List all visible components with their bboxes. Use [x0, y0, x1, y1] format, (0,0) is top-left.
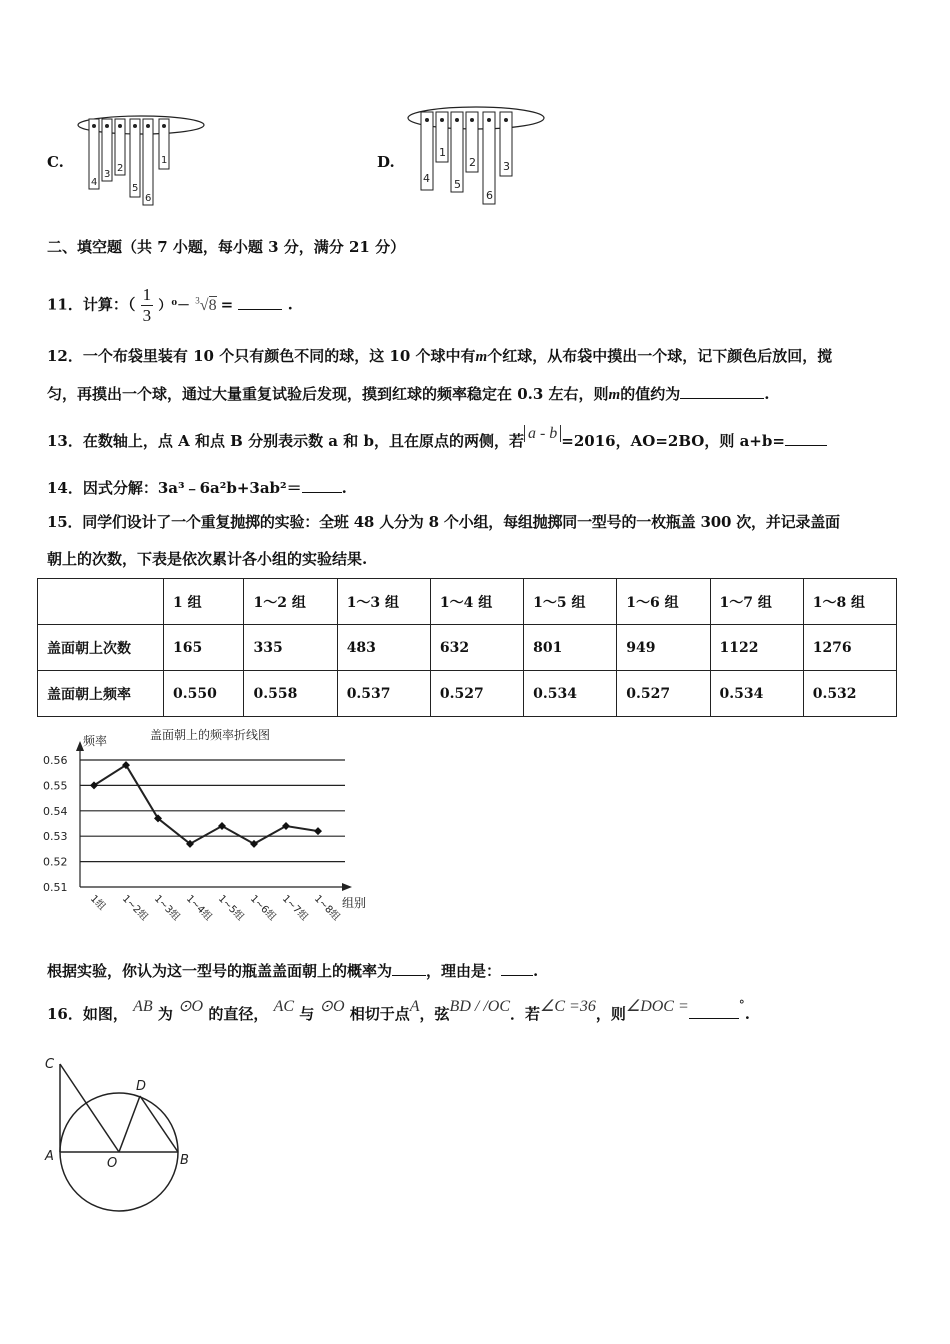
- chart-y-tick-label: 0.54: [43, 804, 68, 818]
- table-cell: 0.534: [710, 671, 803, 717]
- table-cell: 632: [430, 625, 523, 671]
- table-header-cell: 1～6 组: [617, 579, 710, 625]
- chart-title: 盖面朝上的频率折线图: [150, 728, 271, 742]
- q11-radicand: 8: [208, 296, 217, 314]
- q16-ac: AC: [273, 998, 295, 1015]
- chart-y-tick-label: 0.53: [43, 830, 68, 844]
- q16-angle-c: ∠C =36: [540, 998, 596, 1015]
- q15-probability-blank[interactable]: [392, 975, 426, 976]
- q16-point-a: A: [409, 998, 420, 1015]
- point-label-a: A: [45, 1149, 54, 1164]
- segment-co: [60, 1064, 119, 1152]
- chart-y-tick-label: 0.56: [43, 754, 68, 767]
- option-c-label: C.: [47, 153, 64, 171]
- table-row-label: 盖面朝上次数: [38, 625, 164, 671]
- q11-root: $^3$√8: [195, 295, 217, 314]
- option-d-tag: 4: [423, 172, 430, 185]
- chart-x-tick-label: 1~6组: [247, 893, 278, 924]
- option-c-tag: 1: [161, 155, 168, 166]
- table-header-cell: 1～4 组: [430, 579, 523, 625]
- q16-circle-o-2: ⊙O: [319, 998, 345, 1015]
- point-label-d: D: [136, 1079, 147, 1094]
- chart-data-point: [282, 822, 290, 830]
- q12-end: .: [764, 385, 770, 403]
- q12-line2-b: 的值约为: [620, 385, 681, 403]
- q11-root-index: 3: [195, 295, 200, 306]
- chart-data-point: [250, 840, 258, 848]
- table-header-cell: 1～7 组: [710, 579, 803, 625]
- q11-answer-blank[interactable]: [238, 309, 282, 310]
- q15-reason-blank[interactable]: [501, 975, 533, 976]
- question-15-line-2: 朝上的次数，下表是依次累计各小组的实验结果.: [47, 550, 368, 568]
- option-c-figure: [75, 105, 210, 210]
- table-row: [38, 625, 897, 671]
- chart-x-tick-label: 1~3组: [151, 893, 182, 924]
- q11-fraction-num: 1: [142, 285, 152, 304]
- q16-chord: ，弦: [419, 1005, 450, 1023]
- chart-series-line: [94, 765, 318, 844]
- q14-answer-blank[interactable]: [302, 492, 342, 493]
- q15-conclusion-b: ，理由是：: [426, 962, 502, 980]
- table-cell: 801: [524, 625, 617, 671]
- q12-line2-a: 匀，再摸出一个球，通过大量重复试验后发现，摸到红球的频率稳定在 0.3 左右，则: [47, 385, 609, 403]
- option-d-tag: 1: [439, 146, 446, 159]
- table-cell: 949: [617, 625, 710, 671]
- table-cell: 1276: [803, 625, 896, 671]
- table-header-cell: 1～5 组: [524, 579, 617, 625]
- q11-mid: ）⁰－: [158, 298, 191, 314]
- q12-line1-a: 12．一个布袋里装有 10 个只有颜色不同的球，这 10 个球中有: [47, 347, 476, 365]
- q16-bd-parallel-oc: BD / /OC: [449, 998, 510, 1015]
- question-14: [47, 477, 347, 498]
- q13-abs-text: a - b: [527, 425, 558, 442]
- option-d-label: D.: [377, 153, 395, 171]
- option-c-tag: 6: [145, 193, 152, 204]
- question-12-line-2: [47, 383, 769, 404]
- table-cell: 483: [337, 625, 430, 671]
- question-15-line-1: 15．同学们设计了一个重复抛掷的实验：全班 48 人分为 8 个小组，每组抛掷同一型号的一枚瓶盖 300 次，并记录盖面: [47, 513, 840, 531]
- question-12-line-1: [47, 345, 832, 366]
- q16-yu: 与: [299, 1005, 315, 1023]
- option-d-tag: 2: [469, 156, 476, 169]
- chart-x-axis-label: 组别: [342, 896, 367, 910]
- q14-text: 14．因式分解：3a³﹣6a²b+3ab²＝: [47, 479, 302, 497]
- point-label-o: O: [107, 1156, 118, 1171]
- table-header-cell: 1～2 组: [244, 579, 337, 625]
- question-15-conclusion: [47, 960, 538, 981]
- question-13: [47, 425, 827, 451]
- section-heading: 二、填空题（共 7 小题，每小题 3 分，满分 21 分）: [47, 238, 406, 256]
- q16-ze: ，则: [595, 1005, 626, 1023]
- option-d-tag: 6: [486, 189, 493, 202]
- chart-data-point: [314, 827, 322, 835]
- table-cell: 0.534: [524, 671, 617, 717]
- q14-end: .: [341, 479, 347, 497]
- chart-x-tick-label: 1~5组: [215, 893, 246, 924]
- option-d-tag: 3: [503, 160, 510, 173]
- q13-abs-expr: [524, 425, 561, 442]
- table-row-label: 盖面朝上频率: [38, 671, 164, 717]
- table-cell: 1122: [710, 625, 803, 671]
- table-row: [38, 671, 897, 717]
- q13-answer-blank[interactable]: [785, 445, 827, 446]
- q13-prefix: 13．在数轴上，点 A 和点 B 分别表示数 a 和 b，且在原点的两侧，若: [47, 432, 524, 450]
- option-c-tag: 2: [117, 163, 124, 174]
- q16-circle-o: ⊙O: [178, 998, 204, 1015]
- chart-x-tick-label: 1~8组: [311, 893, 342, 924]
- point-label-c: C: [45, 1057, 55, 1072]
- results-table: [37, 578, 897, 717]
- q16-ab: AB: [133, 998, 153, 1015]
- table-cell: 0.537: [337, 671, 430, 717]
- chart-x-tick-label: 1~2组: [119, 893, 150, 924]
- q16-end: .: [744, 1005, 750, 1023]
- option-d-figure: [405, 98, 550, 210]
- option-c-tag: 5: [132, 183, 139, 194]
- q13-suffix: =2016，AO=2BO，则 a+b=: [561, 432, 785, 450]
- chart-y-tick-label: 0.52: [43, 855, 68, 869]
- question-11: [47, 285, 293, 326]
- option-c-tag: 4: [91, 177, 98, 188]
- q11-fraction: [141, 285, 154, 326]
- circle-tangent-figure: [42, 1052, 202, 1222]
- q11-prefix: 11．计算：（: [47, 295, 136, 314]
- question-16: [47, 998, 750, 1024]
- q11-end: .: [287, 295, 293, 314]
- chart-y-axis-label: 频率: [83, 734, 108, 748]
- table-header-cell: 1～8 组: [803, 579, 896, 625]
- segment-bd: [140, 1096, 178, 1152]
- q12-line1-b: 个红球，从布袋中摸出一个球，记下颜色后放回，搅: [487, 347, 833, 365]
- q16-answer-blank[interactable]: [689, 1018, 739, 1019]
- table-cell: 0.558: [244, 671, 337, 717]
- q16-angle-doc: ∠DOC =: [625, 998, 689, 1015]
- q16-wei: 为: [157, 1005, 173, 1023]
- q16-prefix: 16．如图，: [47, 1005, 128, 1023]
- segment-od: [119, 1096, 140, 1152]
- chart-y-tick-label: 0.55: [43, 779, 68, 793]
- q11-suffix: =: [220, 295, 234, 314]
- q11-fraction-den: 3: [142, 306, 152, 325]
- frequency-line-chart: [40, 727, 380, 942]
- q15-conclusion-end: .: [533, 962, 539, 980]
- table-cell: 0.550: [164, 671, 244, 717]
- table-cell: 335: [244, 625, 337, 671]
- table-cell: 0.532: [803, 671, 896, 717]
- q12-var-m-2: m: [608, 387, 621, 403]
- table-header-row: [38, 579, 897, 625]
- chart-x-axis-arrow: [342, 883, 352, 891]
- table-cell: 165: [164, 625, 244, 671]
- chart-data-point: [218, 822, 226, 830]
- table-header-cell: 1 组: [164, 579, 244, 625]
- q16-tangent: 相切于点: [349, 1005, 410, 1023]
- table-header-cell: [38, 579, 164, 625]
- chart-x-tick-label: 1~4组: [183, 893, 214, 924]
- chart-x-tick-label: 1~7组: [279, 893, 310, 924]
- q12-answer-blank[interactable]: [680, 398, 764, 399]
- table-cell: 0.527: [617, 671, 710, 717]
- table-cell: 0.527: [430, 671, 523, 717]
- option-d-tag: 5: [454, 178, 461, 191]
- chart-y-tick-label: 0.51: [43, 881, 68, 894]
- chart-x-tick-label: 1组: [87, 893, 108, 913]
- table-header-cell: 1～3 组: [337, 579, 430, 625]
- q16-degree: °: [738, 998, 745, 1012]
- q12-var-m: m: [475, 349, 488, 365]
- option-c-tag: 3: [104, 169, 111, 180]
- point-label-b: B: [180, 1153, 189, 1168]
- q15-conclusion-a: 根据实验，你认为这一型号的瓶盖盖面朝上的概率为: [47, 962, 393, 980]
- q16-diameter: 的直径，: [208, 1005, 269, 1023]
- q16-ruo: ．若: [510, 1005, 541, 1023]
